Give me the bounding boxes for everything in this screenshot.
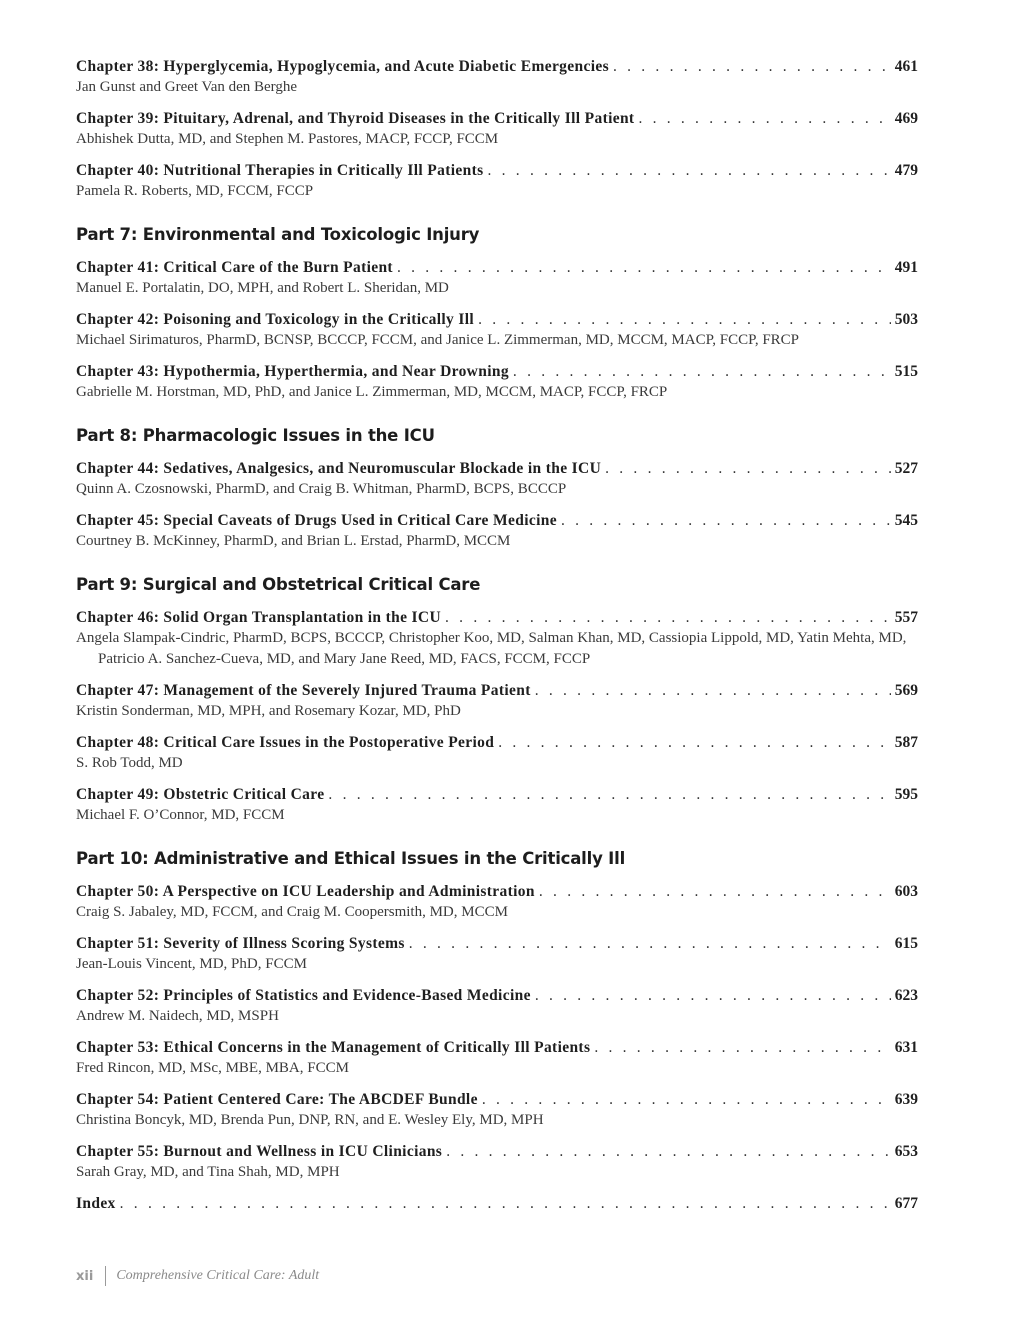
toc-entry-line [76,732,918,753]
chapter-title: Chapter 55: Burnout and Wellness in ICU Clinicians [76,1143,443,1160]
toc-entry [76,881,918,923]
chapter-authors: Angela Slampak-Cindric, PharmD, BCPS, BCCCP, Christopher Koo, MD, Salman Khan, MD, Cassiopia Lippold, MD, Yatin Mehta, MD, Patricio A. Sanchez-Cueva, MD, and Mary Jane Reed, MD, FACS, FCCM, FCCP [76,630,907,667]
page-number: 639 [894,1091,918,1108]
dot-leader [446,1141,891,1162]
toc-entry-line [76,309,918,330]
part-heading: Part 9: Surgical and Obstetrical Critical Care [76,575,481,594]
toc-entry [76,257,918,299]
chapter-authors: Craig S. Jabaley, MD, FCCM, and Craig M. Coopersmith, MD, MCCM [76,904,508,920]
toc-entry-line [76,510,918,531]
chapter-authors: Michael Sirimaturos, PharmD, BCNSP, BCCCP, FCCM, and Janice L. Zimmerman, MD, MCCM, MACP, FCCP, FRCP [76,332,800,348]
toc-entry [76,56,918,98]
chapter-title: Chapter 45: Special Caveats of Drugs Used in Critical Care Medicine [76,512,557,529]
dot-leader [539,881,891,902]
part-heading: Part 7: Environmental and Toxicologic Injury [76,225,480,244]
toc-entry [76,309,918,351]
toc-entry-line [76,361,918,382]
toc-entry-line [76,881,918,902]
toc-entry [76,933,918,975]
chapter-title: Chapter 39: Pituitary, Adrenal, and Thyroid Diseases in the Critically Ill Patient [76,110,635,127]
chapter-title: Chapter 46: Solid Organ Transplantation in the ICU [76,609,442,626]
chapter-title: Chapter 44: Sedatives, Analgesics, and Neuromuscular Blockade in the ICU [76,460,602,477]
toc-entry-line [76,985,918,1006]
page-number: 479 [894,162,918,179]
toc-entry-line [76,1037,918,1058]
toc-part [76,848,918,1214]
chapter-authors: Christina Boncyk, MD, Brenda Pun, DNP, RN, and E. Wesley Ely, MD, MPH [76,1112,544,1128]
chapter-title: Chapter 42: Poisoning and Toxicology in the Critically Ill [76,311,475,328]
dot-leader [535,680,891,701]
page-number: 527 [894,460,918,477]
chapter-title: Chapter 53: Ethical Concerns in the Management of Critically Ill Patients [76,1039,591,1056]
chapter-authors: Andrew M. Naidech, MD, MSPH [76,1008,279,1024]
chapter-title: Chapter 38: Hyperglycemia, Hypoglycemia, and Acute Diabetic Emergencies [76,58,609,75]
chapter-authors: Kristin Sonderman, MD, MPH, and Rosemary Kozar, MD, PhD [76,703,461,719]
chapter-title: Chapter 54: Patient Centered Care: The ABCDEF Bundle [76,1091,478,1108]
chapter-title: Chapter 51: Severity of Illness Scoring Systems [76,935,405,952]
chapter-authors: Courtney B. McKinney, PharmD, and Brian L. Erstad, PharmD, MCCM [76,533,511,549]
toc-entry [76,1089,918,1131]
dot-leader [409,933,891,954]
footer-divider [105,1266,106,1286]
page-number: 469 [894,110,918,127]
page-number: 587 [894,734,918,751]
dot-leader [535,985,891,1006]
footer-page-number: xii [76,1268,94,1284]
toc-part [76,56,918,202]
page-number: 461 [894,58,918,75]
toc-entry [76,108,918,150]
part-heading: Part 10: Administrative and Ethical Issues in the Critically Ill [76,849,626,868]
toc-entry [76,160,918,202]
toc-entry [76,985,918,1027]
page-number: 615 [894,935,918,952]
toc-entry [76,458,918,500]
page-number: 569 [894,682,918,699]
toc-entry [76,1193,918,1214]
toc-part [76,224,918,403]
dot-leader [488,160,891,181]
dot-leader [561,510,891,531]
chapter-title: Chapter 41: Critical Care of the Burn Patient [76,259,393,276]
page-number: 545 [894,512,918,529]
toc-entry-line [76,458,918,479]
chapter-authors: Jan Gunst and Greet Van den Berghe [76,79,298,95]
toc-entry-line [76,784,918,805]
toc-entry-line [76,607,918,628]
page-number: 557 [894,609,918,626]
chapter-authors: Abhishek Dutta, MD, and Stephen M. Pastores, MACP, FCCP, FCCM [76,131,499,147]
chapter-authors: Michael F. O’Connor, MD, FCCM [76,807,285,823]
toc-entry [76,680,918,722]
page-number: 677 [894,1195,918,1212]
toc-entry [76,607,918,670]
footer-book-title: Comprehensive Critical Care: Adult [116,1268,320,1283]
dot-leader [613,56,891,77]
chapter-title: Chapter 43: Hypothermia, Hyperthermia, and Near Drowning [76,363,509,380]
chapter-title: Chapter 47: Management of the Severely Injured Trauma Patient [76,682,531,699]
toc-entry [76,361,918,403]
toc-entry-line [76,1193,918,1214]
page-number: 631 [894,1039,918,1056]
chapter-authors: Pamela R. Roberts, MD, FCCM, FCCP [76,183,314,199]
dot-leader [445,607,891,628]
page-number: 623 [894,987,918,1004]
page-number: 503 [894,311,918,328]
dot-leader [638,108,890,129]
toc-part [76,425,918,552]
part-heading: Part 8: Pharmacologic Issues in the ICU [76,426,435,445]
dot-leader [397,257,891,278]
page-number: 515 [894,363,918,380]
chapter-authors: Jean-Louis Vincent, MD, PhD, FCCM [76,956,307,972]
chapter-authors: Fred Rincon, MD, MSc, MBE, MBA, FCCM [76,1060,349,1076]
dot-leader [594,1037,890,1058]
page-number: 491 [894,259,918,276]
table-of-contents [76,56,918,1224]
toc-entry [76,1141,918,1183]
dot-leader [605,458,891,479]
toc-entry-line [76,160,918,181]
dot-leader [478,309,891,330]
chapter-authors: Sarah Gray, MD, and Tina Shah, MD, MPH [76,1164,340,1180]
chapter-title: Chapter 50: A Perspective on ICU Leadership and Administration [76,883,535,900]
chapter-authors: S. Rob Todd, MD [76,755,183,771]
toc-entry-line [76,933,918,954]
chapter-authors: Manuel E. Portalatin, DO, MPH, and Robert L. Sheridan, MD [76,280,449,296]
page-number: 595 [894,786,918,803]
chapter-authors: Quinn A. Czosnowski, PharmD, and Craig B. Whitman, PharmD, BCPS, BCCCP [76,481,567,497]
chapter-title: Chapter 49: Obstetric Critical Care [76,786,325,803]
dot-leader [120,1193,891,1214]
dot-leader [513,361,891,382]
toc-entry-line [76,1089,918,1110]
toc-entry-line [76,257,918,278]
toc-entry [76,1037,918,1079]
chapter-title: Index [76,1195,116,1212]
toc-part [76,574,918,826]
chapter-title: Chapter 48: Critical Care Issues in the Postoperative Period [76,734,495,751]
dot-leader [482,1089,891,1110]
chapter-authors: Gabrielle M. Horstman, MD, PhD, and Janice L. Zimmerman, MD, MCCM, MACP, FCCP, FRCP [76,384,668,400]
dot-leader [328,784,890,805]
toc-entry [76,510,918,552]
toc-entry-line [76,56,918,77]
toc-entry [76,784,918,826]
toc-entry-line [76,1141,918,1162]
page-number: 653 [894,1143,918,1160]
page-number: 603 [894,883,918,900]
toc-entry [76,732,918,774]
toc-entry-line [76,680,918,701]
page-footer [76,1266,319,1286]
dot-leader [498,732,891,753]
chapter-title: Chapter 40: Nutritional Therapies in Critically Ill Patients [76,162,484,179]
chapter-title: Chapter 52: Principles of Statistics and Evidence-Based Medicine [76,987,531,1004]
toc-entry-line [76,108,918,129]
